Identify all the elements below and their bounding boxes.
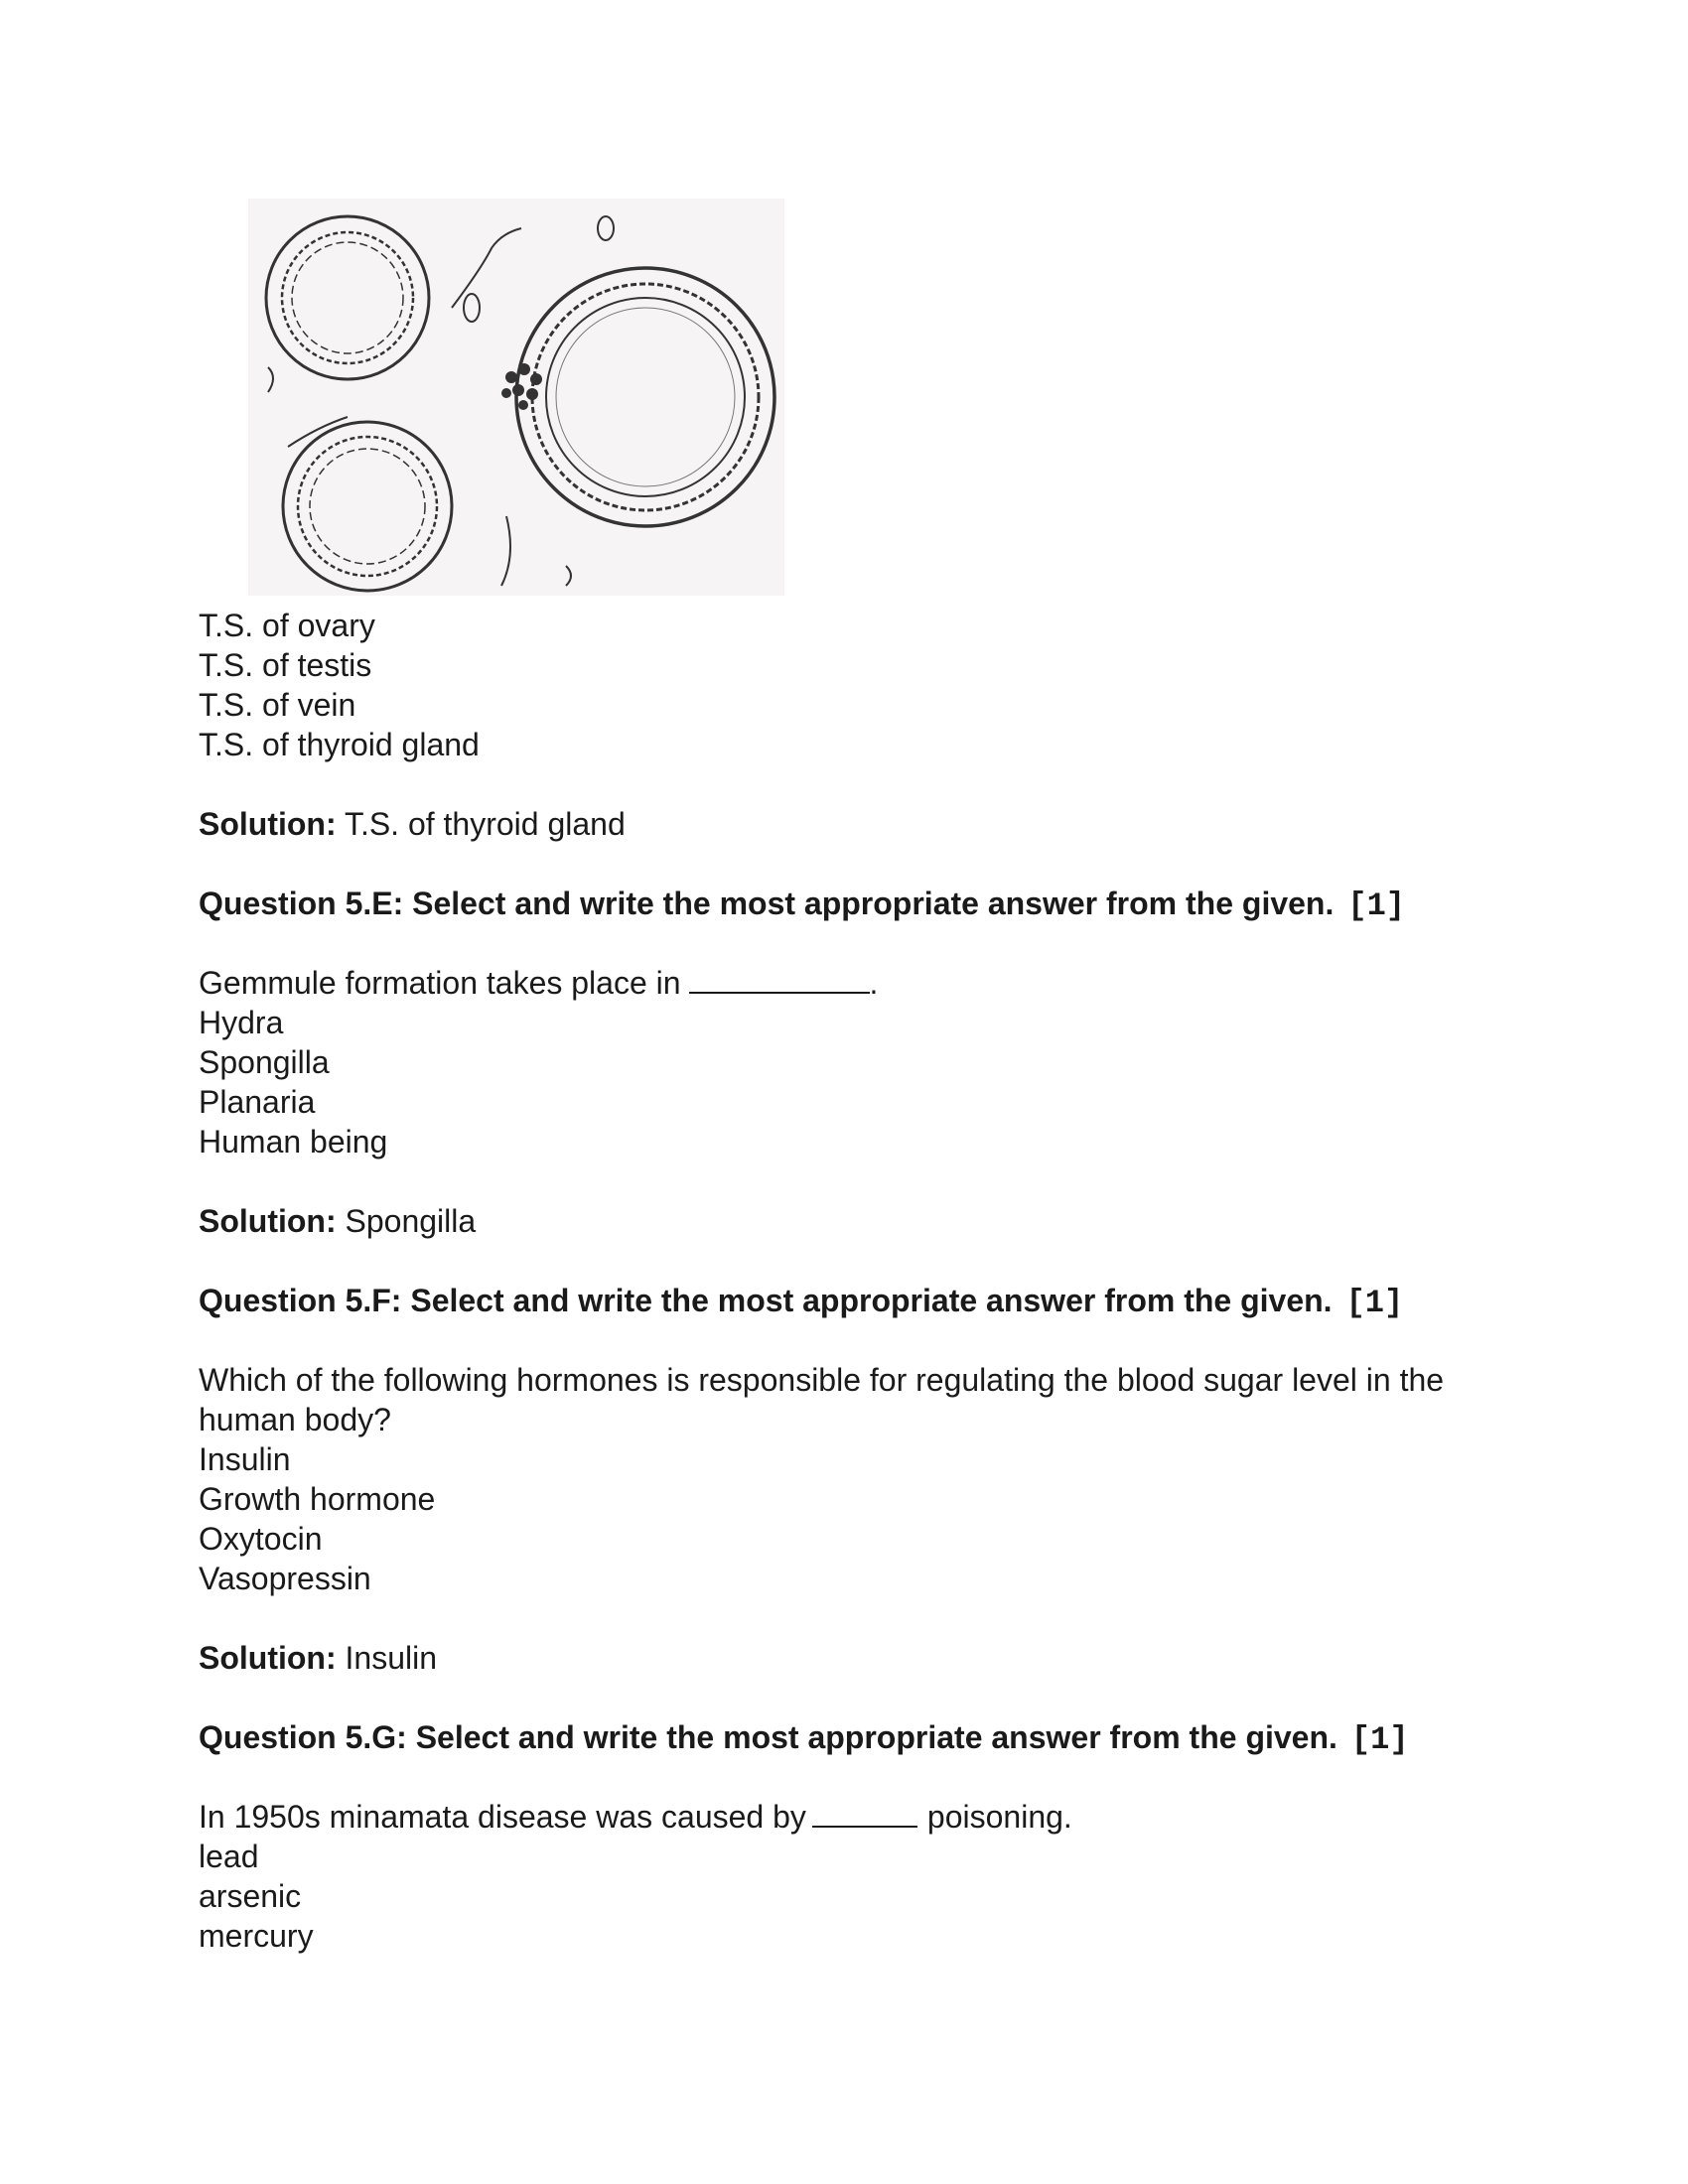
answer-blank bbox=[812, 1798, 917, 1828]
stem-text-end: poisoning. bbox=[926, 1799, 1072, 1835]
marks-badge: [1] bbox=[1350, 1721, 1409, 1758]
marks-badge: [1] bbox=[1345, 1285, 1404, 1321]
thyroid-gland-section-diagram bbox=[228, 189, 804, 606]
solution-answer: Spongilla bbox=[345, 1203, 477, 1239]
question-title: Question 5.E: Select and write the most appropriate answer from the given. bbox=[199, 886, 1335, 921]
stem-text-end: . bbox=[869, 965, 879, 1001]
option: mercury bbox=[199, 1918, 314, 1954]
solution-answer: Insulin bbox=[345, 1640, 438, 1676]
stem-text: Gemmule formation takes place in bbox=[199, 965, 681, 1001]
question-heading bbox=[199, 884, 1489, 923]
option: Insulin bbox=[199, 1441, 291, 1477]
option: Planaria bbox=[199, 1084, 316, 1120]
question-heading bbox=[199, 1717, 1489, 1757]
solution-answer: T.S. of thyroid gland bbox=[344, 806, 626, 842]
solution-line bbox=[199, 804, 1489, 844]
option: T.S. of thyroid gland bbox=[199, 727, 480, 762]
option: arsenic bbox=[199, 1878, 302, 1914]
document-page bbox=[199, 189, 1489, 1956]
option: T.S. of ovary bbox=[199, 608, 375, 643]
question-title: Question 5.F: Select and write the most appropriate answer from the given. bbox=[199, 1283, 1333, 1318]
question-title: Question 5.G: Select and write the most appropriate answer from the given. bbox=[199, 1719, 1337, 1755]
solution-line bbox=[199, 1638, 1489, 1678]
question-stem bbox=[199, 1797, 1489, 1837]
option: Hydra bbox=[199, 1005, 284, 1040]
solution-label: Solution: bbox=[199, 1203, 337, 1239]
option: lead bbox=[199, 1839, 259, 1874]
answer-blank bbox=[689, 964, 870, 994]
option: Growth hormone bbox=[199, 1481, 436, 1517]
stem-text: In 1950s minamata disease was caused by bbox=[199, 1799, 806, 1835]
option: Oxytocin bbox=[199, 1521, 323, 1557]
question-stem: Which of the following hormones is responsible for regulating the blood sugar level in the human body? bbox=[199, 1362, 1445, 1437]
marks-badge: [1] bbox=[1347, 887, 1405, 924]
option: Vasopressin bbox=[199, 1561, 371, 1596]
solution-line bbox=[199, 1201, 1489, 1241]
solution-label: Solution: bbox=[199, 806, 337, 842]
option: Human being bbox=[199, 1124, 388, 1160]
option: T.S. of vein bbox=[199, 687, 356, 723]
solution-label: Solution: bbox=[199, 1640, 337, 1676]
question-stem bbox=[199, 963, 1489, 1003]
option: Spongilla bbox=[199, 1044, 330, 1080]
question-heading bbox=[199, 1281, 1489, 1320]
option: T.S. of testis bbox=[199, 647, 372, 683]
